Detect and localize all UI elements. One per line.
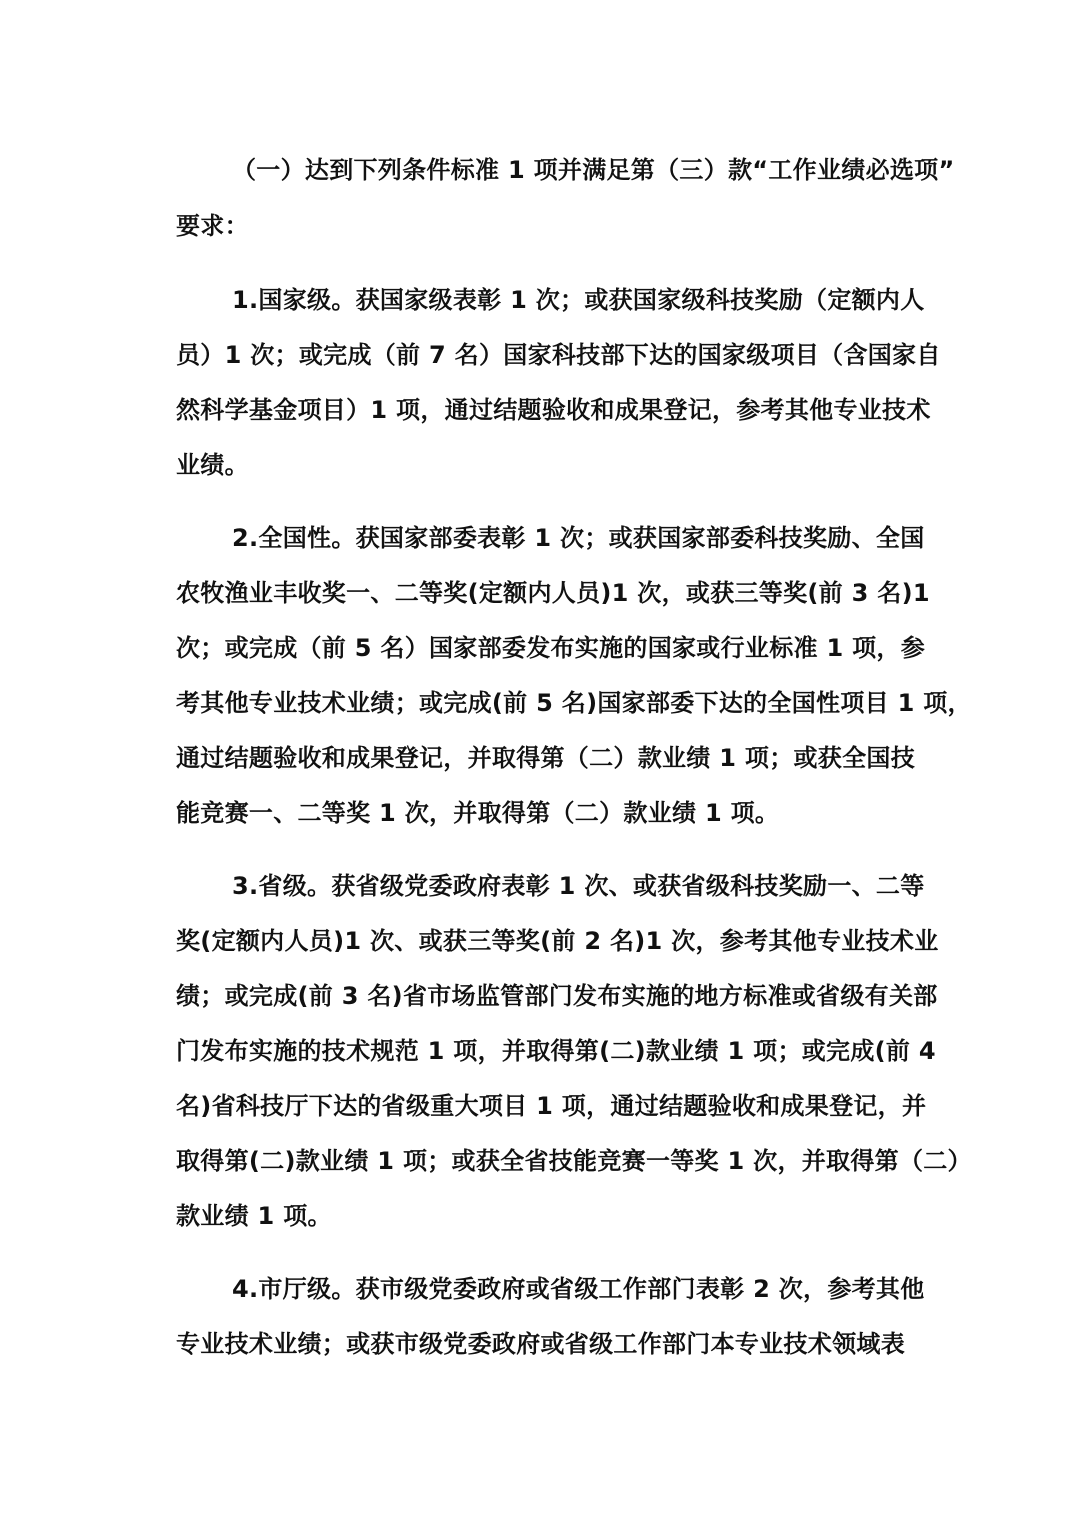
nationwide-line-6: 能竞赛一、二等奖 1 次，并取得第（二）款业绩 1 项。: [176, 799, 780, 827]
nationwide-line-2: 农牧渔业丰收奖一、二等奖(定额内人员)1 次，或获三等奖(前 3 名)1: [176, 579, 930, 607]
nationwide-line-1: 2.全国性。获国家部委表彰 1 次；或获国家部委科技奖励、全国: [232, 524, 925, 552]
provincial-line-5: 名)省科技厅下达的省级重大项目 1 项，通过结题验收和成果登记，并: [176, 1092, 927, 1120]
national-level-line-2: 员）1 次；或完成（前 7 名）国家科技部下达的国家级项目（含国家自: [176, 341, 941, 369]
nationwide-line-3: 次；或完成（前 5 名）国家部委发布实施的国家或行业标准 1 项，参: [176, 634, 926, 662]
provincial-line-2: 奖(定额内人员)1 次、或获三等奖(前 2 名)1 次，参考其他专业技术业: [176, 927, 939, 955]
national-level-line-4: 业绩。: [176, 451, 249, 479]
municipal-line-2: 专业技术业绩；或获市级党委政府或省级工作部门本专业技术领域表: [176, 1330, 905, 1358]
provincial-line-7: 款业绩 1 项。: [176, 1202, 332, 1230]
provincial-line-6: 取得第(二)款业绩 1 项；或获全省技能竞赛一等奖 1 次，并取得第（二）: [176, 1147, 972, 1175]
national-level-line-3: 然科学基金项目）1 项，通过结题验收和成果登记，参考其他专业技术: [176, 396, 931, 424]
municipal-line-1: 4.市厅级。获市级党委政府或省级工作部门表彰 2 次，参考其他: [232, 1275, 925, 1303]
intro-line-2: 要求：: [176, 212, 249, 240]
nationwide-line-4: 考其他专业技术业绩；或完成(前 5 名)国家部委下达的全国性项目 1 项，: [176, 689, 972, 717]
provincial-line-1: 3.省级。获省级党委政府表彰 1 次、或获省级科技奖励一、二等: [232, 872, 925, 900]
nationwide-line-5: 通过结题验收和成果登记，并取得第（二）款业绩 1 项；或获全国技: [176, 744, 916, 772]
provincial-line-3: 绩；或完成(前 3 名)省市场监管部门发布实施的地方标准或省级有关部: [176, 982, 938, 1010]
intro-line-1: （一）达到下列条件标准 1 项并满足第（三）款“工作业绩必选项”: [232, 156, 955, 184]
national-level-line-1: 1.国家级。获国家级表彰 1 次；或获国家级科技奖励（定额内人: [232, 286, 925, 314]
provincial-line-4: 门发布实施的技术规范 1 项，并取得第(二)款业绩 1 项；或完成(前 4: [176, 1037, 936, 1065]
